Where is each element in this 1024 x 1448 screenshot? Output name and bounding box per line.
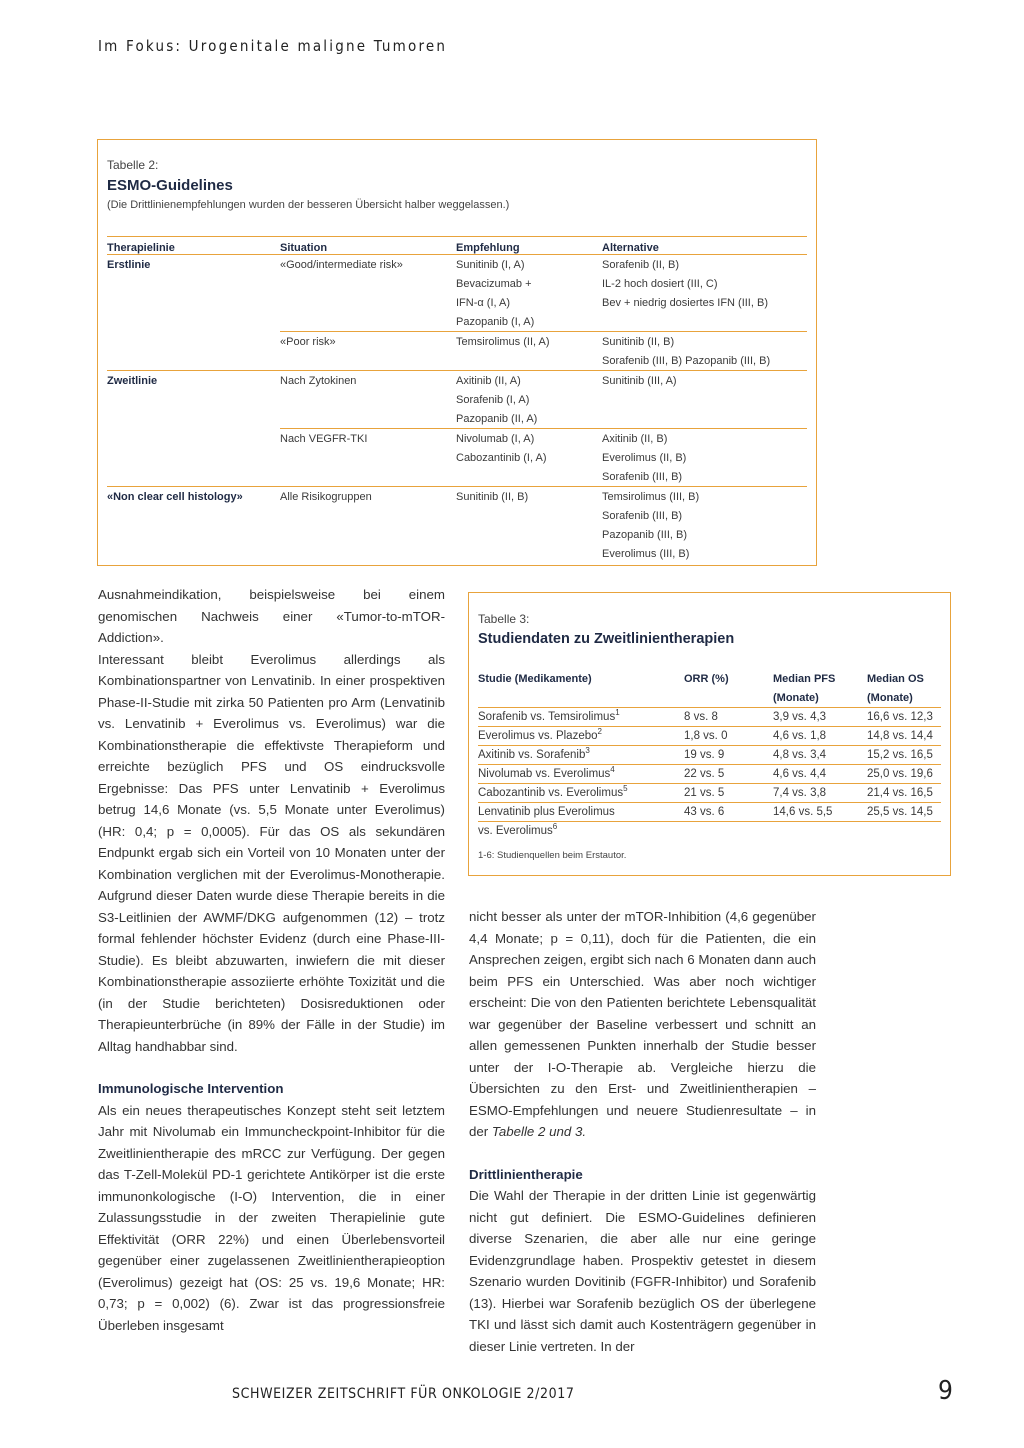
table-cell	[107, 274, 280, 293]
table-cell	[280, 506, 456, 525]
table-cell	[280, 351, 456, 371]
table-cell	[280, 293, 456, 312]
table-cell: Everolimus (III, B)	[602, 547, 690, 560]
table-cell	[773, 822, 867, 841]
table-cell	[456, 506, 602, 525]
table-cell	[107, 390, 280, 409]
table-cell	[107, 332, 280, 352]
table-cell: 4,6 vs. 1,8	[773, 730, 827, 742]
section-heading: Drittlinientherapie	[469, 1166, 583, 1182]
column-header: Median OS	[867, 672, 924, 685]
table-cell: 14,8 vs. 14,4	[867, 730, 933, 742]
table-row	[107, 255, 807, 275]
table-cell	[456, 544, 602, 563]
table-cell: Sunitinib (III, A)	[602, 371, 807, 391]
table-row	[107, 525, 807, 544]
table-cell: 16,6 vs. 12,3	[867, 711, 933, 723]
column-header	[684, 688, 773, 708]
table-cell	[280, 390, 456, 409]
table-3-title: Studiendaten zu Zweitlinientherapien	[478, 631, 735, 647]
table-cell: 4,6 vs. 4,4	[773, 768, 827, 780]
table-cell: Axitinib (II, A)	[456, 371, 602, 391]
table-cell: Pazopanib (I, A)	[456, 315, 535, 328]
table-cell: 21,4 vs. 16,5	[867, 787, 933, 799]
table-cell	[478, 822, 684, 841]
reference-superscript: 6	[552, 822, 558, 832]
table-cell	[107, 544, 280, 563]
table-cell	[478, 746, 684, 765]
table-3-label: Tabelle 3:	[478, 612, 530, 626]
table-cell	[280, 409, 456, 429]
table-cell: «Non clear cell histology»	[107, 487, 280, 507]
table-cell	[107, 409, 280, 429]
table-row	[107, 312, 807, 332]
table-2-label: Tabelle 2:	[107, 158, 159, 172]
table-cell	[107, 525, 280, 544]
table-cell: Alle Risikogruppen	[280, 487, 456, 507]
table-cell: 7,4 vs. 3,8	[773, 787, 827, 799]
table-reference: Tabelle 2 und 3.	[491, 1124, 587, 1139]
table-cell	[456, 351, 602, 371]
table-cell	[280, 274, 456, 293]
table-cell: 22 vs. 5	[684, 768, 725, 780]
running-head: Im Fokus: Urogenitale maligne Tumoren	[98, 37, 448, 55]
table-row	[107, 390, 807, 409]
reference-superscript: 1	[615, 708, 620, 718]
table-cell: 21 vs. 5	[684, 787, 725, 799]
table-cell: Sorafenib (III, B)	[602, 470, 683, 483]
body-paragraph: Ausnahmeindikation, beispielsweise bei einem genomischen Nachweis einer «Tumor-to-mTOR-Addiction».	[98, 587, 445, 645]
table-cell	[280, 312, 456, 332]
table-cell: Zweitlinie	[107, 371, 280, 391]
table-row	[107, 487, 807, 507]
table-cell	[602, 312, 807, 332]
study-name: vs. Everolimus	[478, 825, 553, 837]
table-row	[107, 429, 807, 449]
column-header: Studie (Medikamente)	[478, 672, 592, 685]
table-cell: 8 vs. 8	[684, 711, 718, 723]
table-row	[107, 467, 807, 487]
table-header-row	[478, 688, 941, 708]
table-cell: 25,0 vs. 19,6	[867, 768, 933, 780]
table-row	[107, 544, 807, 563]
table-cell: Nach VEGFR-TKI	[280, 429, 456, 449]
column-header: (Monate)	[867, 691, 913, 704]
table-cell: Temsirolimus (II, A)	[456, 332, 602, 352]
table-cell: IL-2 hoch dosiert (III, C)	[602, 277, 718, 290]
esmo-guidelines-table	[107, 236, 807, 563]
table-2-title: ESMO-Guidelines	[107, 177, 233, 194]
table-cell	[478, 803, 684, 822]
table-cell: 15,2 vs. 16,5	[867, 749, 933, 761]
table-cell	[684, 822, 773, 841]
body-paragraph: Die Wahl der Therapie in der dritten Linie ist gegenwärtig nicht gut definiert. Die ESMO-Guidelines definieren diverse Szenarien, die aber alle nur eine geringe Evidenzgrundlage haben. Prospektiv getestet in diesem Szenario wurden Dovitinib (FGFR-Inhibitor) und Sorafenib (13). Hierbei war Sorafenib bezüglich OS der überlegene TKI und lässt sich damit auch Kostenträgern gegenüber in dieser Linie vertreten. In der	[469, 1188, 816, 1354]
column-header: Therapielinie	[107, 237, 280, 255]
table-cell: Sunitinib (II, B)	[456, 487, 602, 507]
table-cell	[107, 312, 280, 332]
table-row	[107, 409, 807, 429]
table-row	[107, 506, 807, 525]
reference-superscript: 3	[585, 746, 590, 756]
table-cell: 25,5 vs. 14,5	[867, 806, 933, 818]
table-cell	[478, 765, 684, 784]
table-cell	[107, 351, 280, 371]
table-cell	[107, 467, 280, 487]
reference-superscript: 5	[623, 784, 628, 794]
table-row	[107, 293, 807, 312]
table-cell: Axitinib (II, B)	[602, 429, 807, 449]
table-cell: 1,8 vs. 0	[684, 730, 728, 742]
study-data-table	[478, 669, 941, 840]
study-name: Sorafenib vs. Temsirolimus	[478, 711, 616, 723]
table-cell: Bev + niedrig dosiertes IFN (III, B)	[602, 296, 768, 309]
table-cell	[602, 409, 807, 429]
table-cell: 19 vs. 9	[684, 749, 725, 761]
table-row	[478, 822, 941, 841]
column-header: Alternative	[602, 237, 807, 255]
page-number: 9	[938, 1376, 953, 1406]
column-header: Situation	[280, 237, 456, 255]
table-cell	[280, 467, 456, 487]
table-cell: Sorafenib (III, B)	[602, 509, 683, 522]
table-cell: 4,8 vs. 3,4	[773, 749, 827, 761]
right-column	[469, 906, 816, 1357]
table-cell: Sunitinib (I, A)	[456, 258, 525, 271]
table-row	[478, 708, 941, 727]
table-cell: Temsirolimus (III, B)	[602, 487, 807, 507]
left-column	[98, 584, 445, 1336]
study-name: Axitinib vs. Sorafenib	[478, 749, 586, 761]
column-header: Median PFS	[773, 672, 836, 685]
table-cell	[107, 448, 280, 467]
table-row	[107, 274, 807, 293]
table-cell: «Good/intermediate risk»	[280, 258, 403, 271]
table-cell	[456, 467, 602, 487]
table-row	[107, 371, 807, 391]
reference-superscript: 2	[597, 727, 602, 737]
table-header-row	[107, 237, 807, 255]
body-paragraph: Als ein neues therapeutisches Konzept steht seit letztem Jahr mit Nivolumab ein Immuncheckpoint-Inhibitor für die Zweitlinientherapie des mRCC zur Verfügung. Der gegen das T-Zell-Molekül PD-1 gerichtete Antikörper ist die erste immunonkologische (I-O) Intervention, die in einer Zulassungsstudie in der zweiten Therapielinie gute Effektivität (ORR 22%) und einen Überlebensvorteil gegenüber einer zugelassenen Zweitlinientherapieoption (Everolimus) gezeigt hat (OS: 25 vs. 19,6 Monate; HR: 0,73; p = 0,002) (6). Zwar ist das progressionsfreie Überleben insgesamt	[98, 1102, 445, 1333]
table-cell: 3,9 vs. 4,3	[773, 711, 827, 723]
table-row	[478, 765, 941, 784]
table-cell	[107, 429, 280, 449]
table-row	[107, 332, 807, 352]
study-name: Everolimus vs. Plazebo	[478, 730, 598, 742]
table-cell: Sorafenib (I, A)	[456, 393, 530, 406]
table-cell	[478, 727, 684, 746]
table-header-row	[478, 669, 941, 688]
column-header: ORR (%)	[684, 672, 729, 685]
table-cell: Pazopanib (III, B)	[602, 528, 687, 541]
body-paragraph: Interessant bleibt Everolimus allerdings als Kombinationspartner von Lenvatinib. In einer prospektiven Phase-II-Studie mit zirka 50 Patienten pro Arm (Lenvatinib vs. Lenvatinib + Everolimus vs. Everolimus) war die Kombinationstherapie die effektivste Therapieform und erreichte bezüglich PFS und OS eindrucksvolle Ergebnisse: Das PFS unter Lenvatinib + Everolimus betrug 14,6 Monate (vs. 5,5 Monate unter Everolimus) (HR: 0,4; p = 0,0005). Für das OS als sekundären Endpunkt ergab sich ein Vorteil von 10 Monaten unter der Kombination verglichen mit der Everolimus-Monotherapie. Aufgrund dieser Daten wurde diese Therapie bereits in die S3-Leitlinien der AWMF/DKG aufgenommen (12) – trotz formal fehlender höchster Evidenz (durch eine Phase-III-Studie). Es bleibt abzuwarten, inwiefern die mit dieser Kombinationstherapie assoziierte erhöhte Toxizität und die (in der Studie berichteten) Dosisreduktionen oder Therapieunterbrüche (in 89% der Fälle in der Studie) im Alltag handhabbar sind.	[98, 651, 445, 1054]
table-cell	[280, 525, 456, 544]
table-cell	[602, 390, 807, 409]
table-row	[478, 727, 941, 746]
study-name: Lenvatinib plus Everolimus	[478, 806, 615, 818]
table-cell: Sorafenib (III, B) Pazopanib (III, B)	[602, 354, 771, 367]
table-cell: IFN-α (I, A)	[456, 296, 511, 309]
column-header: Empfehlung	[456, 237, 602, 255]
reference-superscript: 4	[610, 765, 615, 775]
table-cell: «Poor risk»	[280, 332, 456, 352]
table-cell: 43 vs. 6	[684, 806, 725, 818]
study-name: Cabozantinib vs. Everolimus	[478, 787, 624, 799]
study-name: Nivolumab vs. Everolimus	[478, 768, 611, 780]
table-cell	[478, 708, 684, 727]
table-cell	[280, 544, 456, 563]
table-cell	[107, 506, 280, 525]
table-cell: Sorafenib (II, B)	[602, 258, 680, 271]
section-heading: Immunologische Intervention	[98, 1081, 284, 1096]
journal-footer: SCHWEIZER ZEITSCHRIFT FÜR ONKOLOGIE 2/2017	[232, 1386, 575, 1402]
table-2-subtitle: (Die Drittlinienempfehlungen wurden der besseren Übersicht halber weggelassen.)	[107, 199, 510, 211]
table-cell: Everolimus (II, B)	[602, 451, 687, 464]
table-cell	[456, 525, 602, 544]
table-cell	[867, 822, 941, 841]
column-header: (Monate)	[773, 691, 819, 704]
table-cell: 14,6 vs. 5,5	[773, 806, 833, 818]
table-cell: Bevacizumab +	[456, 277, 532, 290]
table-cell	[107, 293, 280, 312]
table-cell: Sunitinib (II, B)	[602, 332, 807, 352]
table-cell: Nivolumab (I, A)	[456, 429, 602, 449]
table-row	[478, 784, 941, 803]
table-cell	[280, 448, 456, 467]
body-paragraph: nicht besser als unter der mTOR-Inhibition (4,6 gegenüber 4,4 Monate; p = 0,11), doch für die Patienten, die ein Ansprechen zeigen, ergibt sich nach 6 Monaten dann auch beim PFS ein Unterschied. Was aber noch wichtiger erscheint: Die von den Patienten berichtete Lebensqualität war gegenüber der Baseline verbessert und schnitt an allen gemessenen Punkten innerhalb der Studie besser unter der I-O-Therapie ab. Vergleiche hierzu die Übersichten zu den Erst- und Zweitlinientherapien – ESMO-Empfehlungen und neuere Studienresultate – in der Tabelle 2 und 3.	[469, 909, 816, 1139]
table-row	[478, 746, 941, 765]
table-cell: Erstlinie	[107, 258, 151, 271]
table-cell: Nach Zytokinen	[280, 371, 456, 391]
table-row	[107, 448, 807, 467]
table-row	[107, 351, 807, 371]
table-cell: Pazopanib (II, A)	[456, 412, 538, 425]
column-header	[478, 688, 684, 708]
table-row	[478, 803, 941, 822]
table-3-footnote: 1-6: Studienquellen beim Erstautor.	[478, 850, 627, 861]
table-cell	[478, 784, 684, 803]
table-cell: Cabozantinib (I, A)	[456, 451, 547, 464]
